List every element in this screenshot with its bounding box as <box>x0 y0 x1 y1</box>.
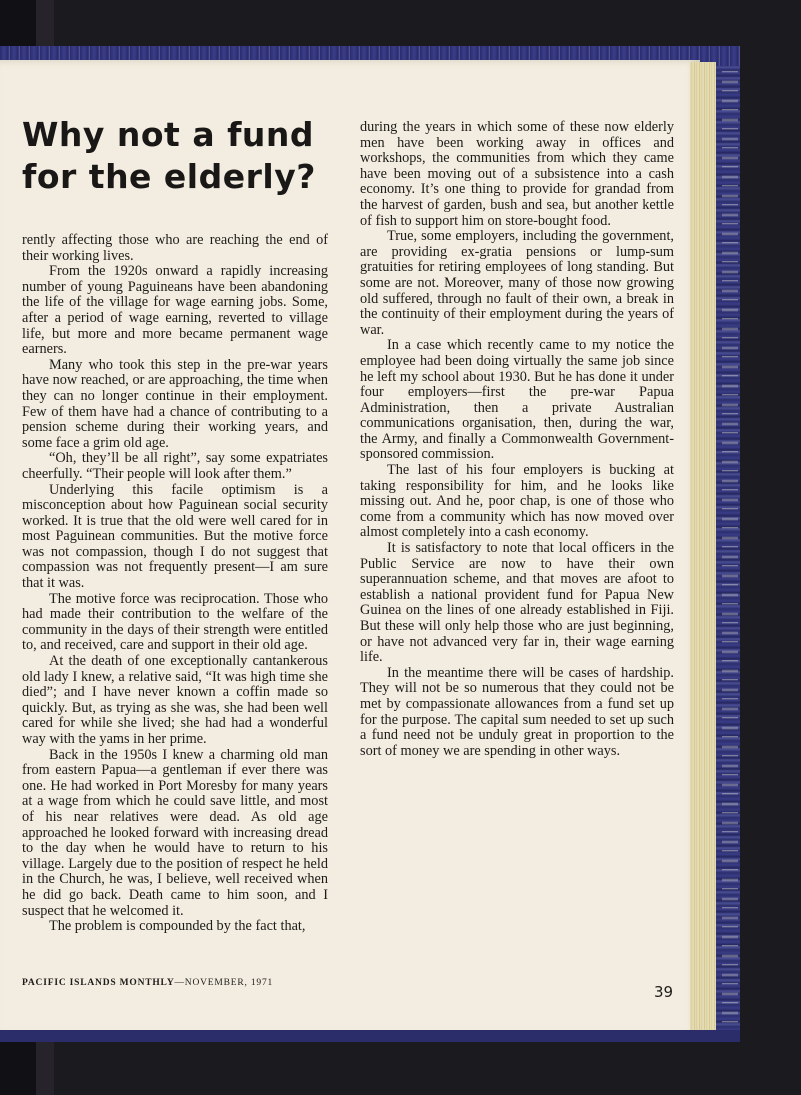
paragraph: during the years in which some of these now elderly men have been working away in offices and workshops, the communities from which they came have been moving out of a subsistence into a cash economy. It’s one thing to provide for grandad from the harvest of garden, bush and sea, but another kettle of fish to support him on store-bought food. <box>360 119 674 229</box>
paragraph: In a case which recently came to my notice the employee had been doing virtually the same job since he left my school about 1930. But he has done it under four employers—first the pre-war Papua Administration, then a private Australian communications organisation, then, during the war, the Army, and finally a Commonwealth Government-sponsored commission. <box>360 337 674 463</box>
paragraph: “Oh, they’ll be all right”, say some expatriates cheerfully. “Their people will look after them.” <box>22 450 328 482</box>
paragraph: Back in the 1950s I knew a charming old man from eastern Papua—a gentleman if ever there was one. He had worked in Port Moresby for many years at a wage from which he could save little, and most of his near relatives were dead. As old age approached he looked forward with increasing dread to the day when he would have to return to his village. Largely due to the position of respect he held in the Church, he was, I believe, well received when he did go back. Death came to him soon, and I suspect that he welcomed it. <box>22 746 328 919</box>
cover-bottom-edge <box>0 1030 740 1042</box>
paragraph: The last of his four employers is bucking at taking responsibility for him, and he looks like missing out. And he, poor chap, is one of those who come from a community which has now moved over almost completely into a cash economy. <box>360 462 674 541</box>
right-column <box>360 120 674 759</box>
publication-name: PACIFIC ISLANDS MONTHLY <box>22 978 175 988</box>
paragraph: In the meantime there will be cases of hardship. They will not be so numerous that they could not be met by compassionate allowances from a fund set up for the purpose. The capital sum needed to set up such a fund need not be unduly great in proportion to the sort of money we are spending in other ways. <box>360 664 674 759</box>
paragraph: From the 1920s onward a rapidly increasing number of young Paguineans have been abandoning the life of the village for wage earning jobs. Some, after a period of wage earning, reverted to village life, but more and more became permanent wage earners. <box>22 263 328 358</box>
left-column <box>22 233 328 935</box>
page-footer <box>22 978 273 988</box>
paragraph: At the death of one exceptionally cantankerous old lady I knew, a relative said, “It was high time she died”; and I have never known a coffin made so quickly. But, as trying as she was, she had been well cared for while she lived; she had had a wonderful way with the yams in her prime. <box>22 653 328 747</box>
paragraph: rently affecting those who are reaching the end of their working lives. <box>22 232 328 264</box>
paragraph: It is satisfactory to note that local officers in the Public Service are now to have their own superannuation scheme, and that moves are afoot to establish a national provident fund for Papua New Guinea on the lines of one already established in Fiji. But these will only help those who are just beginning, or have not advanced very far in, their wage earning life. <box>360 540 674 666</box>
paragraph: Many who took this step in the pre-war years have now reached, or are approaching, the time when they can no longer continue in their employment. Few of them have had a chance of contributing to a pension scheme during their working years, and some face a grim old age. <box>22 356 328 451</box>
paragraph: The motive force was reciprocation. Those who had made their contribution to the welfare of the community in the days of their strength were entitled to, and received, care and support in their old age. <box>22 590 328 654</box>
paragraph: The problem is compounded by the fact that, <box>49 918 306 935</box>
paragraph: Underlying this facile optimism is a misconception about how Paguinean social security worked. It is true that the old were well cared for in most Paguinean communities. But the motive force was not compassion, though I do not suggest that compassion was not frequently present—I am sure that it was. <box>22 481 328 592</box>
page-number: 39 <box>654 983 674 1001</box>
page-edges <box>690 62 716 1032</box>
article-title: Why not a fund for the elderly? <box>22 115 316 196</box>
issue-date: —NOVEMBER, 1971 <box>174 978 274 988</box>
binding-texture <box>722 52 738 1032</box>
paragraph: True, some employers, including the government, are providing ex-gratia pensions or lump-sum gratuities for retiring employees of long standing. But some are not. Moreover, many of those now growing old suffered, through no fault of their own, a break in the continuity of their employment during the years of war. <box>360 228 674 338</box>
